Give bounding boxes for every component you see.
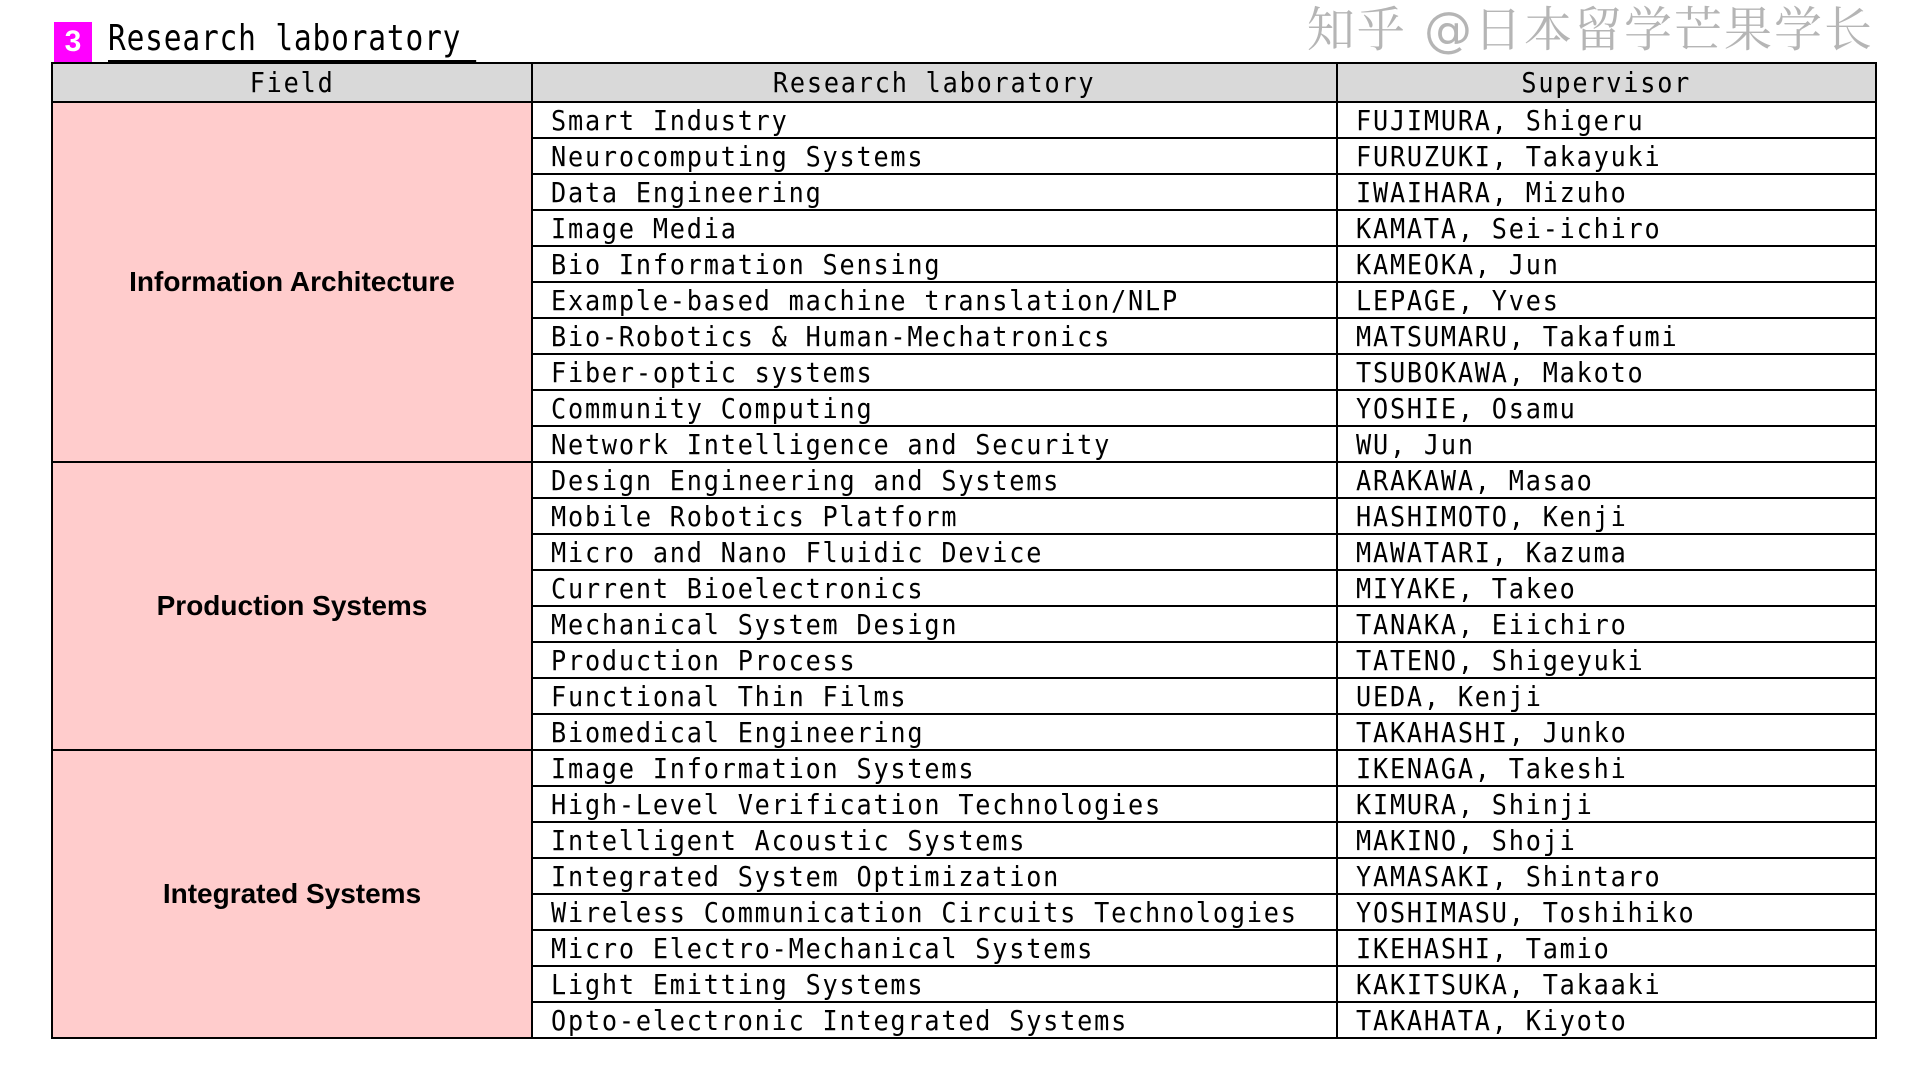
lab-cell	[532, 426, 1337, 462]
lab-name: Opto-electronic Integrated Systems	[551, 1003, 1129, 1037]
lab-cell	[532, 390, 1337, 426]
lab-name: Current Bioelectronics	[551, 571, 925, 605]
supervisor-cell	[1337, 138, 1876, 174]
lab-name: Fiber-optic systems	[551, 355, 874, 389]
lab-cell	[532, 606, 1337, 642]
supervisor-name: WU, Jun	[1356, 427, 1475, 461]
supervisor-cell	[1337, 1002, 1876, 1038]
supervisor-name: TAKAHASHI, Junko	[1356, 715, 1628, 749]
supervisor-name: KIMURA, Shinji	[1356, 787, 1594, 821]
lab-cell	[532, 678, 1337, 714]
lab-name: Mechanical System Design	[551, 607, 959, 641]
supervisor-cell	[1337, 462, 1876, 498]
lab-name: Bio Information Sensing	[551, 247, 942, 281]
supervisor-name: MATSUMARU, Takafumi	[1356, 319, 1679, 353]
table-row	[52, 462, 1876, 498]
lab-name: Biomedical Engineering	[551, 715, 925, 749]
lab-cell	[532, 570, 1337, 606]
supervisor-cell	[1337, 966, 1876, 1002]
supervisor-name: KAMATA, Sei-ichiro	[1356, 211, 1662, 245]
research-lab-table	[51, 62, 1877, 1039]
supervisor-name: TANAKA, Eiichiro	[1356, 607, 1628, 641]
supervisor-name: MAWATARI, Kazuma	[1356, 535, 1628, 569]
section-title	[54, 18, 557, 62]
lab-cell	[532, 966, 1337, 1002]
lab-name: Bio-Robotics & Human-Mechatronics	[551, 319, 1112, 353]
supervisor-name: IWAIHARA, Mizuho	[1356, 175, 1628, 209]
lab-name: Neurocomputing Systems	[551, 139, 925, 173]
lab-cell	[532, 714, 1337, 750]
lab-name: Mobile Robotics Platform	[551, 499, 959, 533]
lab-cell	[532, 822, 1337, 858]
lab-name: Image Media	[551, 211, 738, 245]
field-cell: Production Systems	[52, 462, 532, 750]
lab-cell	[532, 318, 1337, 354]
lab-cell	[532, 858, 1337, 894]
supervisor-cell	[1337, 102, 1876, 138]
lab-cell	[532, 354, 1337, 390]
supervisor-cell	[1337, 534, 1876, 570]
supervisor-name: FUJIMURA, Shigeru	[1356, 103, 1645, 137]
lab-cell	[532, 786, 1337, 822]
supervisor-name: HASHIMOTO, Kenji	[1356, 499, 1628, 533]
header-field: Field	[52, 63, 532, 102]
supervisor-name: YOSHIMASU, Toshihiko	[1356, 895, 1696, 929]
lab-cell	[532, 102, 1337, 138]
supervisor-name: FURUZUKI, Takayuki	[1356, 139, 1662, 173]
lab-name: Community Computing	[551, 391, 874, 425]
header-supervisor: Supervisor	[1337, 63, 1876, 102]
supervisor-cell	[1337, 210, 1876, 246]
lab-name: Integrated System Optimization	[551, 859, 1061, 893]
lab-name: Example-based machine translation/NLP	[551, 283, 1179, 317]
table-row	[52, 102, 1876, 138]
lab-cell	[532, 282, 1337, 318]
lab-cell	[532, 210, 1337, 246]
lab-name: Intelligent Acoustic Systems	[551, 823, 1027, 857]
supervisor-name: KAKITSUKA, Takaaki	[1356, 967, 1662, 1001]
supervisor-cell	[1337, 606, 1876, 642]
lab-name: Data Engineering	[551, 175, 823, 209]
section-number-badge: 3	[54, 22, 92, 62]
watermark: 知乎 @日本留学芒果学长	[1306, 2, 1874, 58]
supervisor-cell	[1337, 318, 1876, 354]
supervisor-name: TAKAHATA, Kiyoto	[1356, 1003, 1628, 1037]
supervisor-cell	[1337, 498, 1876, 534]
header-lab: Research laboratory	[532, 63, 1337, 102]
supervisor-cell	[1337, 786, 1876, 822]
supervisor-name: IKEHASHI, Tamio	[1356, 931, 1611, 965]
supervisor-name: YAMASAKI, Shintaro	[1356, 859, 1662, 893]
lab-cell	[532, 894, 1337, 930]
lab-name: Image Information Systems	[551, 751, 976, 785]
supervisor-cell	[1337, 714, 1876, 750]
supervisor-cell	[1337, 426, 1876, 462]
supervisor-cell	[1337, 822, 1876, 858]
supervisor-name: TSUBOKAWA, Makoto	[1356, 355, 1645, 389]
supervisor-name: KAMEOKA, Jun	[1356, 247, 1560, 281]
supervisor-cell	[1337, 282, 1876, 318]
lab-cell	[532, 138, 1337, 174]
lab-name: Network Intelligence and Security	[551, 427, 1112, 461]
supervisor-cell	[1337, 894, 1876, 930]
lab-cell	[532, 462, 1337, 498]
lab-name: Wireless Communication Circuits Technologies	[551, 895, 1298, 929]
table-header-row	[52, 63, 1876, 102]
supervisor-cell	[1337, 174, 1876, 210]
supervisor-cell	[1337, 858, 1876, 894]
supervisor-name: LEPAGE, Yves	[1356, 283, 1560, 317]
supervisor-cell	[1337, 354, 1876, 390]
lab-cell	[532, 246, 1337, 282]
lab-cell	[532, 642, 1337, 678]
supervisor-cell	[1337, 390, 1876, 426]
lab-cell	[532, 498, 1337, 534]
supervisor-name: IKENAGA, Takeshi	[1356, 751, 1628, 785]
supervisor-cell	[1337, 678, 1876, 714]
lab-name: Functional Thin Films	[551, 679, 908, 713]
section-title-text: Research laboratory	[108, 18, 476, 62]
table-row	[52, 750, 1876, 786]
supervisor-cell	[1337, 930, 1876, 966]
lab-name: Smart Industry	[551, 103, 789, 137]
supervisor-cell	[1337, 642, 1876, 678]
lab-cell	[532, 930, 1337, 966]
lab-name: Light Emitting Systems	[551, 967, 925, 1001]
supervisor-name: MIYAKE, Takeo	[1356, 571, 1577, 605]
lab-name: Design Engineering and Systems	[551, 463, 1061, 497]
lab-name: High-Level Verification Technologies	[551, 787, 1162, 821]
lab-cell	[532, 174, 1337, 210]
lab-name: Production Process	[551, 643, 857, 677]
lab-cell	[532, 1002, 1337, 1038]
supervisor-name: ARAKAWA, Masao	[1356, 463, 1594, 497]
supervisor-cell	[1337, 750, 1876, 786]
field-cell: Information Architecture	[52, 102, 532, 462]
supervisor-name: YOSHIE, Osamu	[1356, 391, 1577, 425]
field-cell: Integrated Systems	[52, 750, 532, 1038]
supervisor-name: MAKINO, Shoji	[1356, 823, 1577, 857]
supervisor-cell	[1337, 246, 1876, 282]
supervisor-name: UEDA, Kenji	[1356, 679, 1543, 713]
lab-name: Micro Electro-Mechanical Systems	[551, 931, 1095, 965]
lab-name: Micro and Nano Fluidic Device	[551, 535, 1044, 569]
supervisor-cell	[1337, 570, 1876, 606]
supervisor-name: TATENO, Shigeyuki	[1356, 643, 1645, 677]
lab-cell	[532, 534, 1337, 570]
lab-cell	[532, 750, 1337, 786]
